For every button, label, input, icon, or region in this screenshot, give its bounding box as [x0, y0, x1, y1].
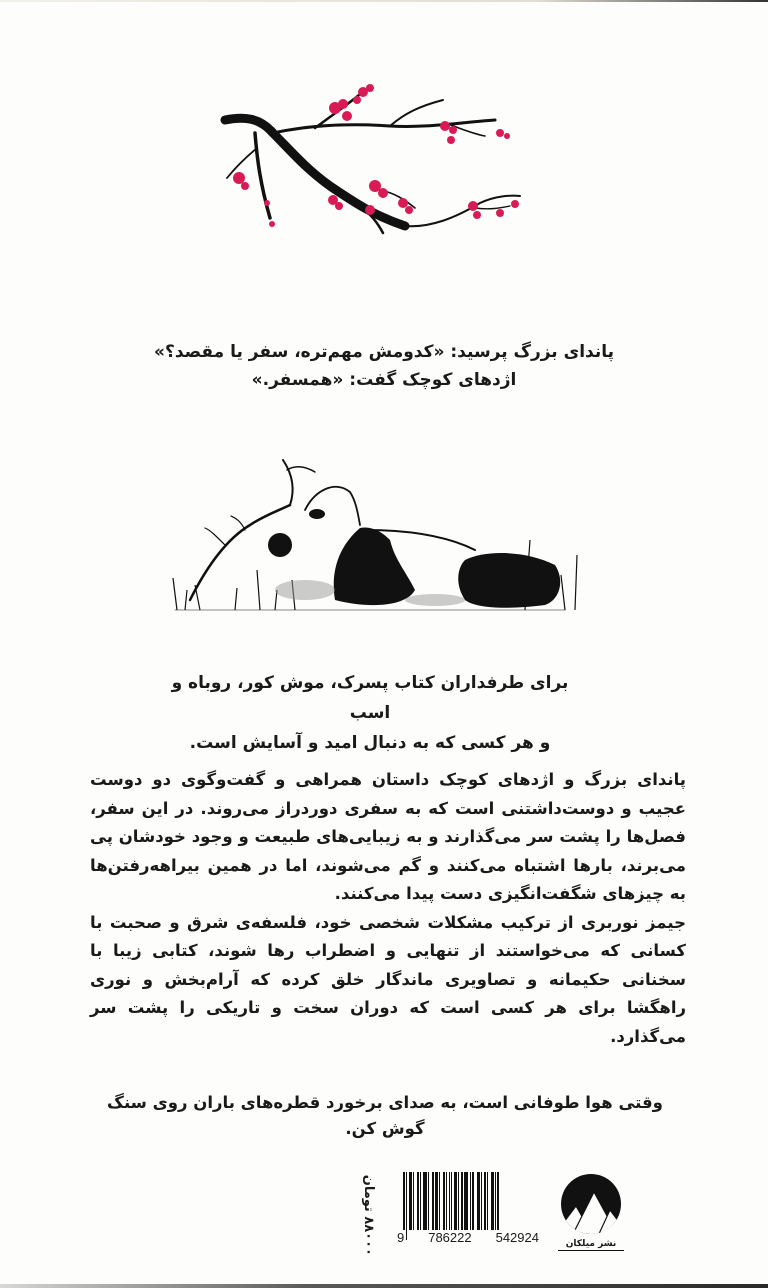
isbn-barcode: [395, 1172, 547, 1252]
barcode-digits: [395, 1230, 547, 1245]
scan-bottom-edge: [0, 1284, 768, 1288]
quote-line-1: پاندای بزرگ پرسید: «کدومش مهم‌تره، سفر یا مقصد؟»: [153, 342, 614, 362]
publisher-name: نشر میلکان: [558, 1238, 624, 1251]
barcode-prefix: 9: [397, 1230, 405, 1245]
mountains-logo-icon: [558, 1172, 624, 1236]
dedication-line-2: و هر کسی که به دنبال امید و آسایش است.: [189, 733, 551, 753]
cherry-blossom-branch-illustration: [215, 78, 525, 243]
publisher-logo: [558, 1172, 624, 1262]
dialogue-quote: [150, 338, 618, 394]
barcode-group-1: 786222: [428, 1230, 472, 1245]
dedication: [150, 668, 590, 758]
book-description: [90, 766, 686, 1051]
description-paragraph-2: جیمز نوربری از ترکیب مشکلات شخصی خود، فلسفه‌ی شرق و صحبت با کسانی که می‌خواستند از تنهایی و اضطراب رها شوند، کتابی زیبا با سخنانی حکیمانه و تصاویری ماندگار خلق کرده که آرام‌بخش و نوری راهگشا برای هر کسی است که دوران سخت و تاریکی را پشت سر می‌گذارد.: [90, 912, 686, 1046]
tagline: وقتی هوا طوفانی است، به صدای برخورد قطره‌های باران روی سنگ گوش کن.: [107, 1093, 663, 1138]
panda-illustration: [165, 450, 585, 615]
price-label: ۸۸۰۰۰ تومان: [361, 1174, 376, 1256]
barcode-group-2: 542924: [495, 1230, 539, 1245]
quote-line-2: اژدهای کوچک گفت: «همسفر.»: [251, 370, 517, 390]
dedication-line-1: برای طرفداران کتاب پسرک، موش کور، روباه و اسب: [171, 673, 569, 723]
scan-top-edge: [0, 0, 768, 2]
description-paragraph-1: پاندای بزرگ و اژدهای کوچک داستان همراهی و گفت‌وگوی دو دوست عجیب و دوست‌داشتنی است که به سفری دوردراز می‌روند. در این سفر، فصل‌ها را پشت سر می‌گذارند و به زیبایی‌های طبیعت و وجود خودشان پی می‌برند، بارها اشتباه می‌کنند و گم می‌شوند، اما در همین بیراهه‌رفتن‌ها به چیزهای شگفت‌انگیزی دست پیدا می‌کنند.: [90, 770, 686, 903]
